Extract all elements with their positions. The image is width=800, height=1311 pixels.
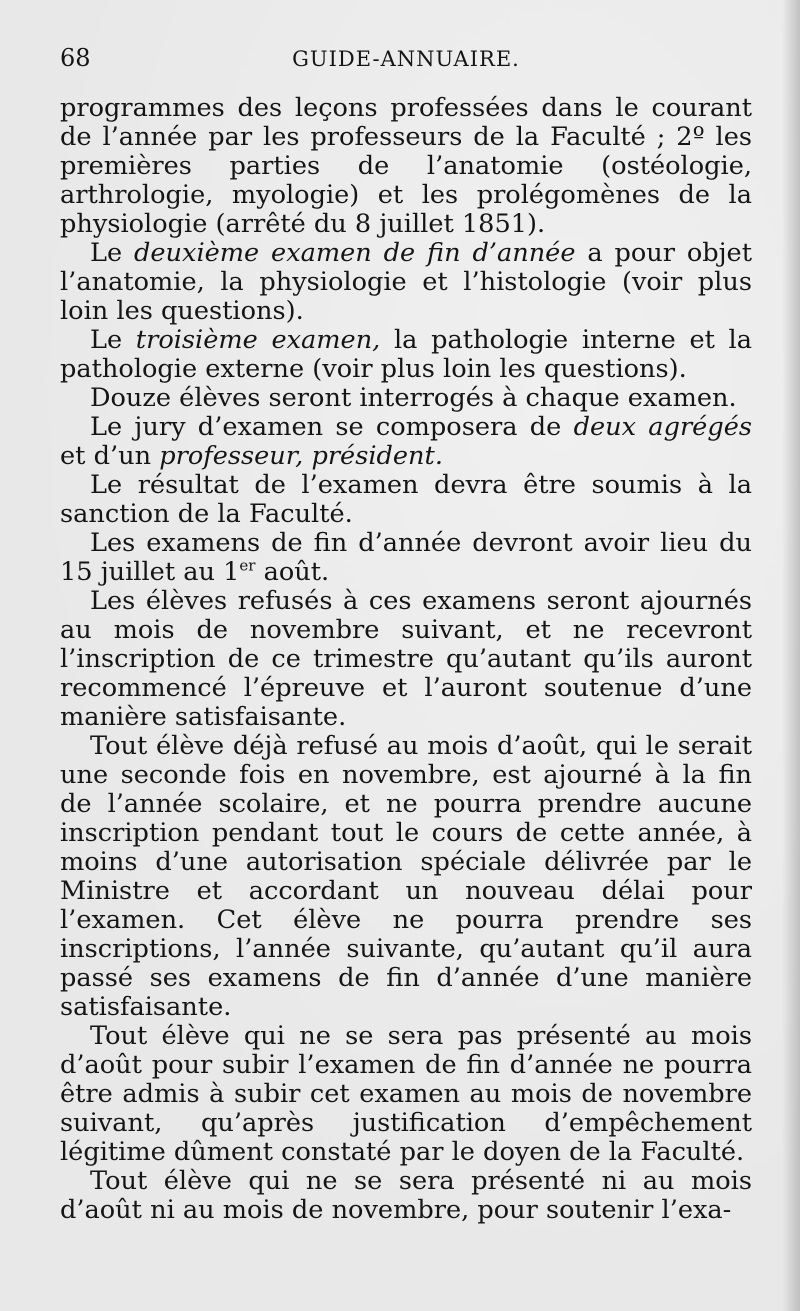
paragraph bbox=[60, 326, 752, 384]
paragraph bbox=[60, 529, 752, 587]
text-span: août. bbox=[255, 557, 330, 587]
paragraph: Tout élève déjà refusé au mois d’août, qui le serait une seconde fois en novembre, est ajourné à la fin de l’année scolaire, et ne pourra prendre aucune inscription pendant tout le cours de cette année, à moins d’une autorisation spéciale délivrée par le Ministre et accordant un nouveau délai pour l’examen. Cet élève ne pourra prendre ses inscriptions, l’année suivante, qu’autant qu’il aura passé ses examens de fin d’année d’une manière satisfaisante. bbox=[60, 731, 752, 1022]
page-header bbox=[60, 44, 752, 84]
paragraph bbox=[60, 413, 752, 471]
paragraph: Douze élèves seront interrogés à chaque examen. bbox=[90, 383, 737, 413]
text-span: a pour objet l’anatomie, la physiologie et l’histologie (voir plus loin les questions). bbox=[60, 238, 752, 326]
italic-text: deuxième examen de fin d’année bbox=[134, 238, 576, 268]
text-span: Le jury d’examen se composera de bbox=[90, 412, 574, 442]
paragraph: programmes des leçons professées dans le courant de l’année par les professeurs de la Faculté ; 2º les premières parties de l’anatomie (ostéologie, arthrologie, myologie) et les prolégomènes de la physiologie (arrêté du 8 juillet 1851). bbox=[60, 93, 752, 239]
paragraph bbox=[60, 239, 752, 326]
italic-text: deux agrégés bbox=[573, 412, 752, 442]
paragraph: Les élèves refusés à ces examens seront ajournés au mois de novembre suivant, et ne recevront l’inscription de ce trimestre qu’autant qu’ils auront recommencé l’épreuve et l’auront soutenue d’une manière satisfaisante. bbox=[60, 586, 752, 732]
paragraph: Tout élève qui ne se sera pas présenté au mois d’août pour subir l’examen de fin d’année ne pourra être admis à subir cet examen au mois de novembre suivant, qu’après justification d’empêchement légitime dûment constaté par le doyen de la Faculté. bbox=[60, 1021, 752, 1167]
page-edge-shadow bbox=[782, 0, 800, 1311]
text-span: Le bbox=[90, 325, 136, 355]
paragraph: Le résultat de l’examen devra être soumis à la sanction de la Faculté. bbox=[60, 470, 752, 529]
italic-text: troisième examen, bbox=[135, 325, 381, 355]
paragraph: Tout élève qui ne se sera présenté ni au mois d’août ni au mois de novembre, pour soutenir l’exa- bbox=[60, 1166, 752, 1225]
page-body bbox=[60, 94, 752, 1225]
text-span: et d’un bbox=[60, 441, 160, 471]
page-number: 68 bbox=[60, 44, 91, 72]
superscript-text: er bbox=[239, 556, 256, 575]
text-span: Le bbox=[90, 238, 134, 268]
italic-text: professeur, président. bbox=[159, 441, 443, 471]
running-title: GUIDE-ANNUAIRE. bbox=[292, 47, 520, 71]
text-span: Les examens de fin d’année devront avoir lieu du 15 juillet au 1 bbox=[60, 528, 752, 587]
text-span: la pathologie interne et la pathologie externe (voir plus loin les questions). bbox=[60, 325, 752, 384]
